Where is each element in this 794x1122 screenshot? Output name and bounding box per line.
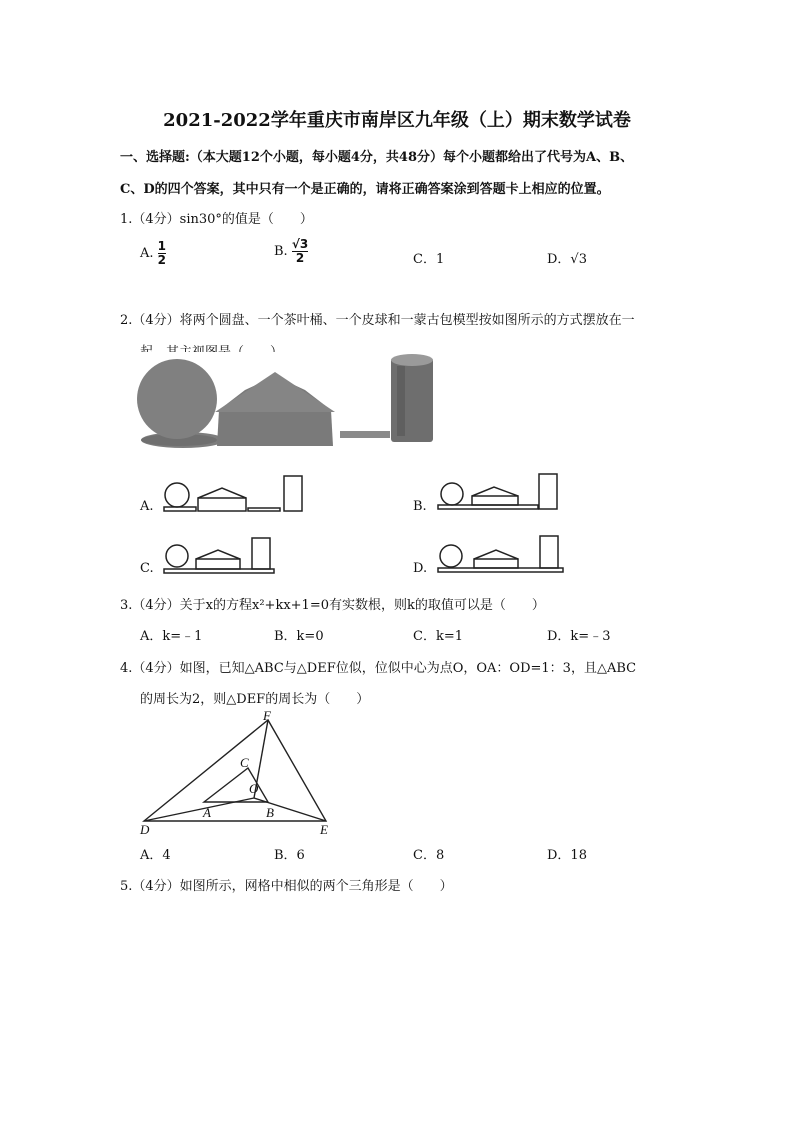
q4-homothety-figure [132, 706, 352, 840]
question-3-text: 3.（4分）关于x的方程x²+kx+1=0有实数根，则k的取值可以是（ ） [120, 598, 545, 613]
q2-option-d-label: D. [413, 561, 428, 576]
question-4-line2: 的周长为2，则△DEF的周长为（ ） [140, 692, 370, 707]
q1-option-a-fraction [158, 240, 166, 267]
q1-option-b-label: B. [274, 244, 288, 259]
q2-option-a-label: A. [140, 499, 154, 514]
q3-option-c: C．k=1 [413, 629, 463, 644]
q2-option-b-label: B. [413, 499, 427, 514]
label-f: F [263, 708, 271, 723]
label-c: C [240, 755, 249, 770]
question-4-line1: 4.（4分）如图，已知△ABC与△DEF位似，位似中心为点O，OA：OD=1：3，且△ABC [120, 661, 637, 676]
q3-option-b: B．k=0 [274, 629, 324, 644]
label-e: E [320, 822, 328, 837]
label-b: B [266, 805, 274, 820]
q1-option-c: C．1 [413, 252, 445, 267]
triangle-def [144, 720, 326, 821]
label-d: D [140, 822, 150, 837]
question-2-line1: 2.（4分）将两个圆盘、一个茶叶桶、一个皮球和一蒙古包模型按如图所示的方式摆放在一 [120, 313, 635, 328]
q1-a-numerator: 1 [157, 239, 167, 253]
q4-option-a: A．4 [140, 848, 171, 863]
q1-option-b [274, 238, 308, 265]
q4-option-b: B．6 [274, 848, 305, 863]
section-header-line2: C、D的四个答案，其中只有一个是正确的，请将正确答案涂到答题卡上相应的位置。 [120, 182, 610, 197]
q1-option-b-fraction [292, 238, 308, 265]
section-header-line1: 一、选择题:（本大题12个小题，每小题4分，共48分）每个小题都给出了代号为A、B、 [120, 150, 634, 165]
q1-option-a [140, 240, 166, 267]
label-o: O [249, 781, 259, 796]
q1-option-d: D．√3 [547, 252, 587, 267]
q2-option-d-figure [436, 532, 586, 576]
q1-b-numerator: √3 [291, 237, 309, 251]
question-1-text: 1.（4分）sin30°的值是（ ） [120, 212, 313, 227]
q2-objects-photo [135, 352, 445, 452]
q2-option-b-figure [436, 470, 586, 514]
question-5-text: 5.（4分）如图所示，网格中相似的两个三角形是（ ） [120, 879, 453, 894]
q3-option-a: A．k=﹣1 [140, 629, 203, 644]
q1-a-denominator: 2 [157, 253, 167, 267]
ball-silhouette [137, 359, 217, 439]
page-title: 2021-2022学年重庆市南岸区九年级（上）期末数学试卷 [163, 110, 631, 131]
q1-b-denominator: 2 [295, 251, 305, 265]
q4-option-c: C．8 [413, 848, 445, 863]
q1-option-a-label: A. [140, 246, 154, 261]
q2-option-c-figure [162, 534, 312, 576]
q2-option-a-figure [162, 472, 312, 514]
q2-option-c-label: C. [140, 561, 154, 576]
small-disc-silhouette [340, 431, 390, 438]
q4-option-d: D．18 [547, 848, 587, 863]
q3-option-d: D．k=﹣3 [547, 629, 611, 644]
label-a: A [203, 805, 211, 820]
